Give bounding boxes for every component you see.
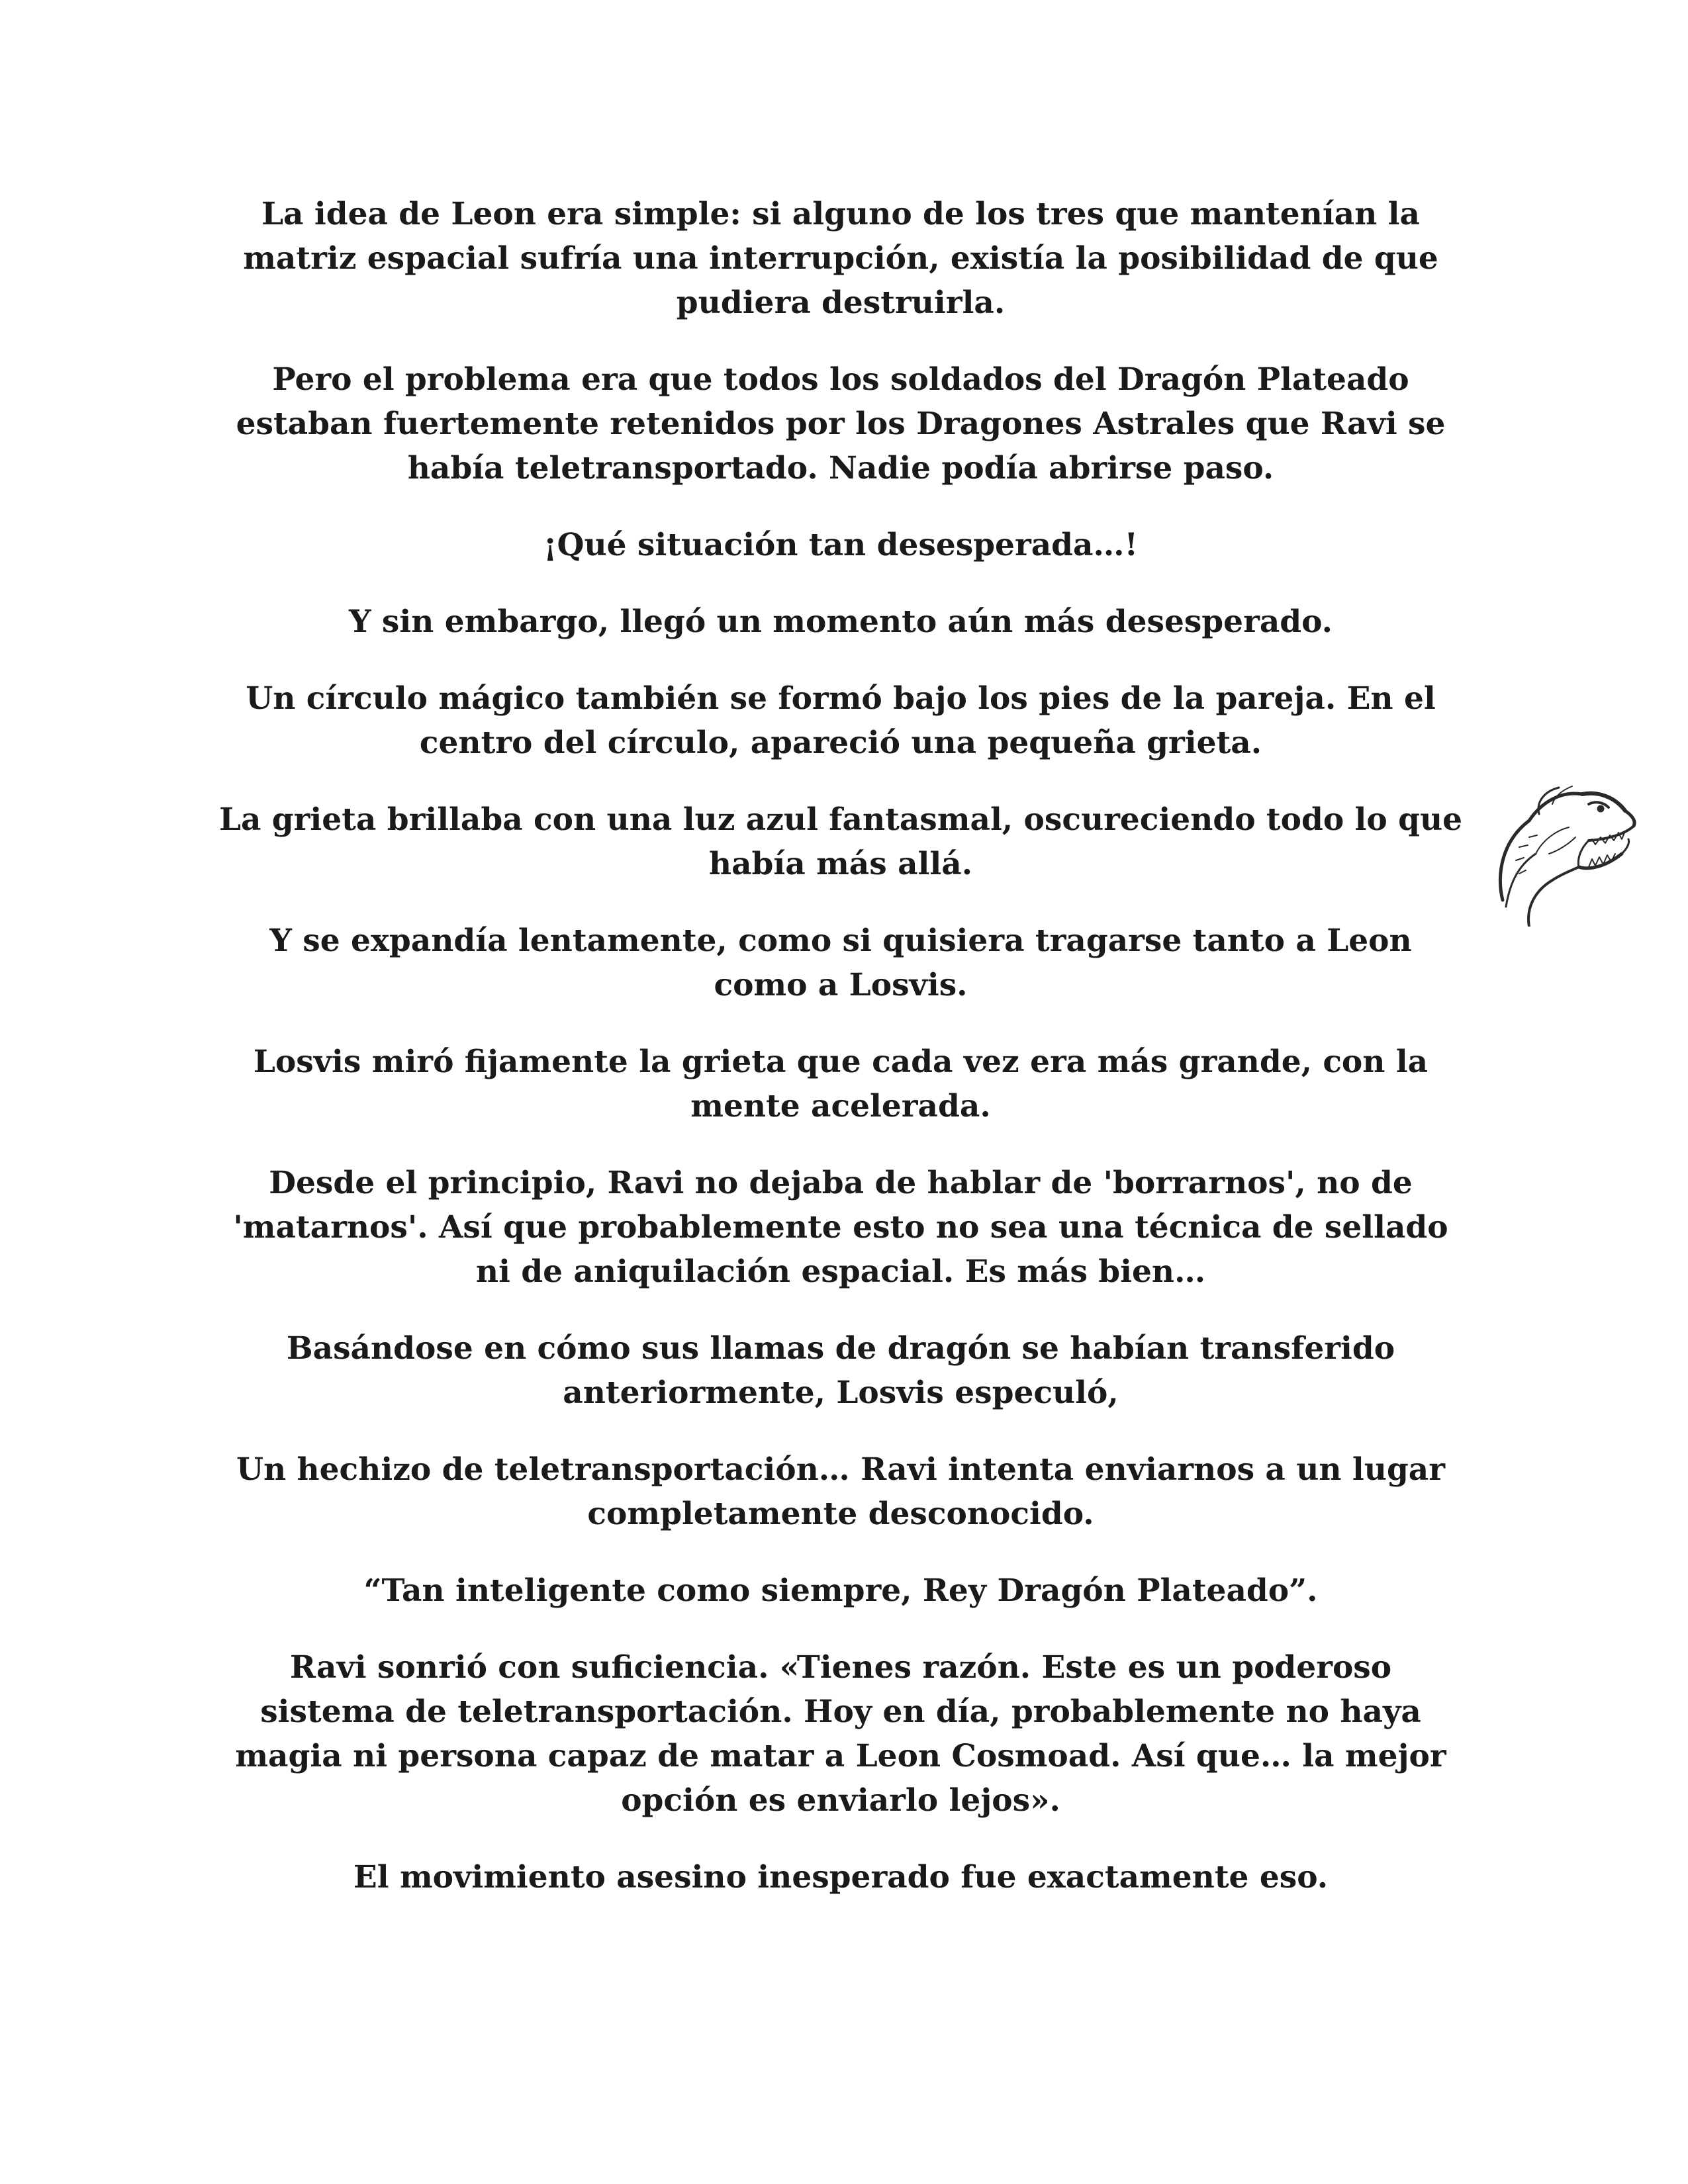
- paragraph: Desde el principio, Ravi no dejaba de hablar de 'borrarnos', no de 'matarnos'. Así que probablemente esto no sea una técnica de sellado ni de aniquilación espacial. Es más bien…: [233, 1165, 1448, 1290]
- paragraph: Un círculo mágico también se formó bajo los pies de la pareja. En el centro del círculo, apareció una pequeña grieta.: [246, 680, 1436, 761]
- paragraph: La idea de Leon era simple: si alguno de los tres que mantenían la matriz espacial sufría una interrupción, existía la posibilidad de que pudiera destruirla.: [243, 196, 1438, 321]
- story-text: [218, 192, 1463, 1932]
- dragon-head-sketch-icon: [1489, 774, 1648, 927]
- paragraph: Basándose en cómo sus llamas de dragón se habían transferido anteriormente, Losvis especuló,: [286, 1330, 1395, 1411]
- paragraph: Pero el problema era que todos los soldados del Dragón Plateado estaban fuertemente retenidos por los Dragones Astrales que Ravi se había teletransportado. Nadie podía abrirse paso.: [236, 361, 1446, 486]
- paragraph: Losvis miró fijamente la grieta que cada vez era más grande, con la mente acelerada.: [253, 1044, 1429, 1124]
- paragraph: Y sin embargo, llegó un momento aún más desesperado.: [348, 604, 1333, 640]
- paragraph: ¡Qué situación tan desesperada…!: [543, 527, 1139, 563]
- paragraph: Y se expandía lentamente, como si quisiera tragarse tanto a Leon como a Losvis.: [269, 923, 1412, 1003]
- paragraph: Ravi sonrió con suficiencia. «Tienes razón. Este es un poderoso sistema de teletransportación. Hoy en día, probablemente no haya magia ni persona capaz de matar a Leon Cosmoad. Así que… la mejor opción es enviarlo lejos».: [235, 1649, 1446, 1819]
- paragraph: La grieta brillaba con una luz azul fantasmal, oscureciendo todo lo que había más allá.: [218, 801, 1463, 882]
- paragraph: “Tan inteligente como siempre, Rey Dragón Plateado”.: [363, 1572, 1318, 1609]
- paragraph: Un hechizo de teletransportación… Ravi intenta enviarnos a un lugar completamente desconocido.: [236, 1451, 1446, 1532]
- paragraph: El movimiento asesino inesperado fue exactamente eso.: [353, 1859, 1329, 1895]
